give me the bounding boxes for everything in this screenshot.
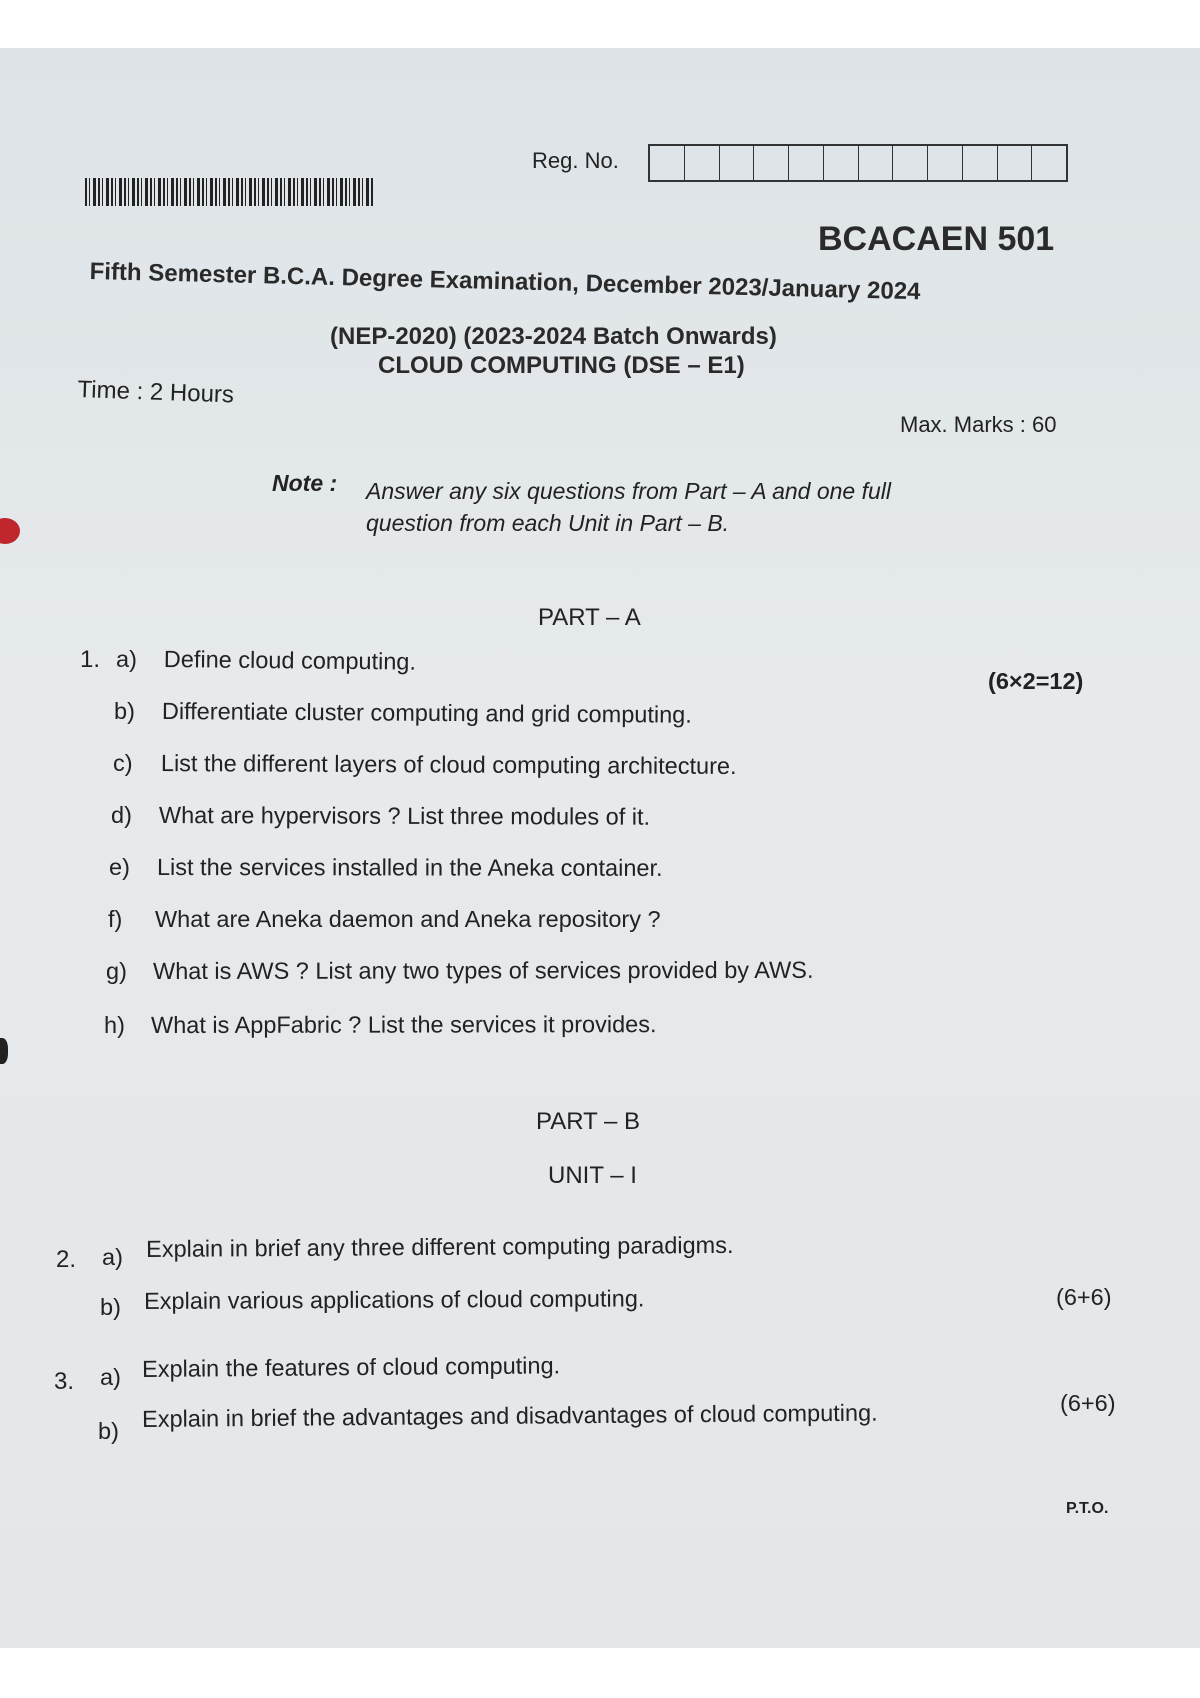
- reg-no-box[interactable]: [928, 146, 963, 180]
- reg-no-box[interactable]: [893, 146, 928, 180]
- question-number: 1.: [80, 646, 101, 673]
- sub-question-text: Explain the features of cloud computing.: [142, 1352, 561, 1382]
- sub-question-text: What is AWS ? List any two types of services provided by AWS.: [153, 956, 814, 984]
- subject-title: CLOUD COMPUTING (DSE – E1): [378, 352, 745, 379]
- reg-no-box[interactable]: [754, 146, 789, 180]
- note-line: question from each Unit in Part – B.: [366, 510, 730, 536]
- reg-no-boxes: [648, 144, 1068, 182]
- sub-question-label: f): [108, 906, 123, 932]
- reg-no-box[interactable]: [859, 146, 894, 180]
- note-label: Note :: [272, 470, 338, 496]
- question-marks: (6+6): [1056, 1284, 1112, 1310]
- reg-no-label: Reg. No.: [532, 148, 619, 173]
- sub-question-text: What are Aneka daemon and Aneka repository ?: [155, 906, 661, 932]
- sub-question-text: Explain in brief the advantages and disadvantages of cloud computing.: [142, 1399, 878, 1432]
- sub-question-text: List the services installed in the Aneka container.: [156, 854, 663, 881]
- page-turn-note: P.T.O.: [1066, 1500, 1109, 1517]
- max-marks: Max. Marks : 60: [900, 412, 1057, 437]
- sub-question-label: a): [102, 1244, 123, 1270]
- sub-question-label: e): [109, 854, 130, 880]
- paper-mark: [0, 518, 20, 544]
- paper-mark: [0, 1038, 8, 1064]
- reg-no-box[interactable]: [998, 146, 1033, 180]
- question-number: 2.: [56, 1246, 77, 1273]
- sub-question-text: Explain various applications of cloud computing.: [144, 1285, 645, 1314]
- sub-question-label: a): [100, 1364, 121, 1390]
- sub-question-label: b): [100, 1294, 121, 1320]
- note-line: Answer any six questions from Part – A and one full: [366, 478, 892, 504]
- exam-duration: Time : 2 Hours: [77, 376, 235, 409]
- reg-no-box[interactable]: [1032, 146, 1066, 180]
- question-number: 3.: [54, 1368, 75, 1395]
- sub-question-text: List the different layers of cloud computing architecture.: [160, 750, 737, 780]
- unit-heading: UNIT – I: [548, 1162, 637, 1189]
- paper-code: BCACAEN 501: [818, 220, 1055, 258]
- part-a-heading: PART – A: [538, 604, 641, 631]
- sub-question-text: What is AppFabric ? List the services it provides.: [151, 1011, 657, 1038]
- sub-question-text: What are hypervisors ? List three modules of it.: [158, 802, 651, 830]
- sub-question-label: b): [98, 1418, 119, 1444]
- reg-no-box[interactable]: [720, 146, 755, 180]
- sub-question-text: Differentiate cluster computing and grid computing.: [161, 698, 692, 728]
- exam-paper: [0, 48, 1200, 1648]
- part-b-heading: PART – B: [536, 1108, 641, 1135]
- barcode: [85, 178, 375, 206]
- sub-question-label: b): [114, 698, 135, 724]
- reg-no-box[interactable]: [963, 146, 998, 180]
- sub-question-text: Explain in brief any three different computing paradigms.: [146, 1231, 734, 1262]
- reg-no-box[interactable]: [650, 146, 685, 180]
- question-marks: (6×2=12): [988, 668, 1084, 694]
- reg-no-box[interactable]: [685, 146, 720, 180]
- sub-question-label: d): [111, 802, 132, 828]
- exam-scheme: (NEP-2020) (2023-2024 Batch Onwards): [330, 323, 777, 350]
- reg-no-box[interactable]: [789, 146, 824, 180]
- sub-question-label: c): [113, 750, 133, 776]
- sub-question-label: g): [106, 958, 127, 984]
- sub-question-text: Define cloud computing.: [163, 646, 417, 675]
- exam-title: Fifth Semester B.C.A. Degree Examination, December 2023/January 2024: [89, 258, 921, 306]
- question-marks: (6+6): [1060, 1390, 1116, 1416]
- reg-no-box[interactable]: [824, 146, 859, 180]
- sub-question-label: h): [104, 1012, 125, 1038]
- sub-question-label: a): [116, 646, 137, 672]
